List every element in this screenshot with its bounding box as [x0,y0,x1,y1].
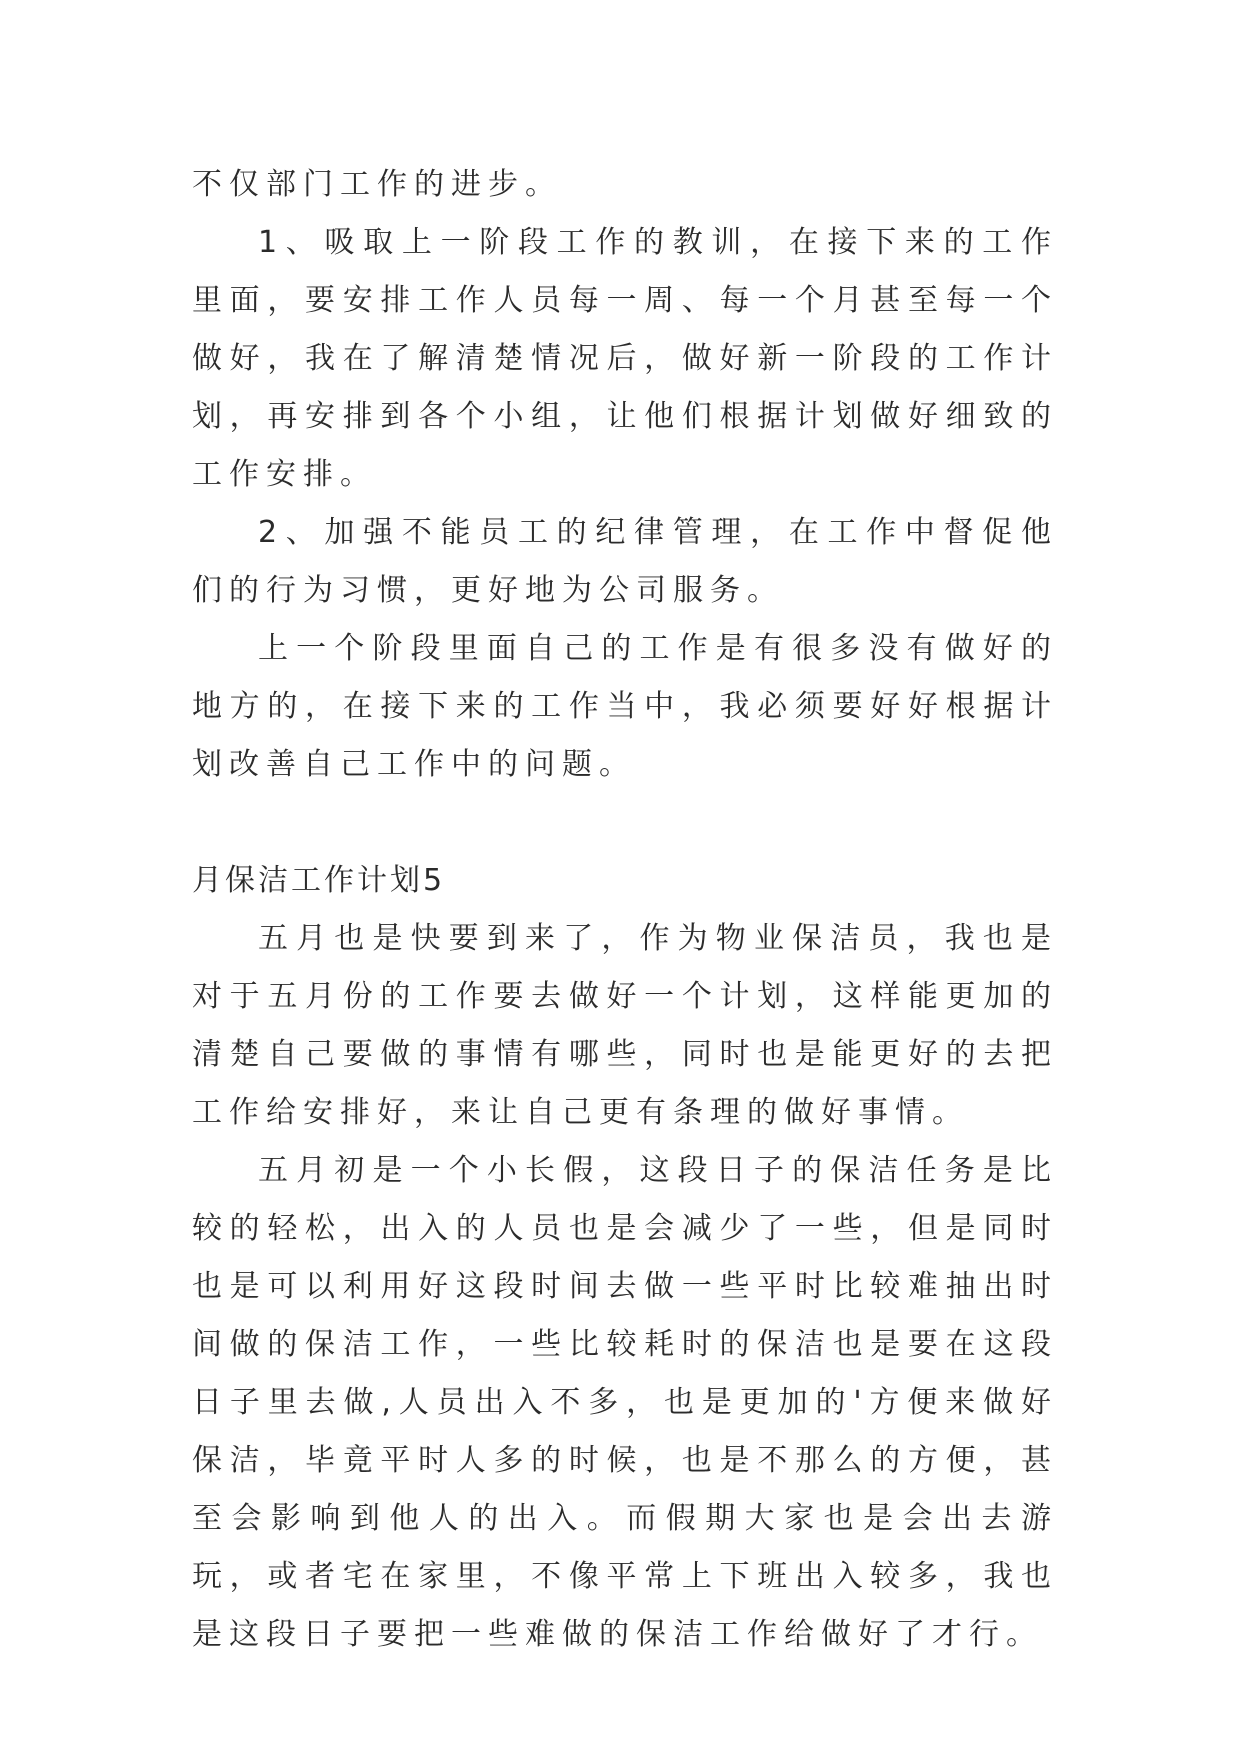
paragraph-body: 五月初是一个小长假，这段日子的保洁任务是比较的轻松，出入的人员也是会减少了一些，但是同时也是可以利用好这段时间去做一些平时比较难抽出时间做的保洁工作，一些比较耗时的保洁也是要在这段日子里去做,人员出入不多，也是更加的'方便来做好保洁，毕竟平时人多的时候，也是不那么的方便，甚至会影响到他人的出入。而假期大家也是会出去游玩，或者宅在家里，不像平常上下班出入较多，我也是这段日子要把一些难做的保洁工作给做好了才行。 [192,1153,1058,1652]
document-body [192,156,1058,1664]
paragraph-intro: 五月也是快要到来了，作为物业保洁员，我也是对于五月份的工作要去做好一个计划，这样能更加的清楚自己要做的事情有哪些，同时也是能更好的去把工作给安排好，来让自己更有条理的做好事情。 [192,921,1058,1130]
paragraph-item-1: 1、吸取上一阶段工作的教训，在接下来的工作里面，要安排工作人员每一周、每一个月甚至每一个做好，我在了解清楚情况后，做好新一阶段的工作计划，再安排到各个小组，让他们根据计划做好细致的工作安排。 [192,225,1058,492]
paragraph-item-2: 2、加强不能员工的纪律管理，在工作中督促他们的行为习惯，更好地为公司服务。 [192,515,1058,608]
paragraph-conclusion: 上一个阶段里面自己的工作是有很多没有做好的地方的，在接下来的工作当中，我必须要好好根据计划改善自己工作中的问题。 [192,631,1058,782]
section-heading: 月保洁工作计划5 [192,863,446,898]
paragraph-continuation: 不仅部门工作的进步。 [192,167,562,202]
